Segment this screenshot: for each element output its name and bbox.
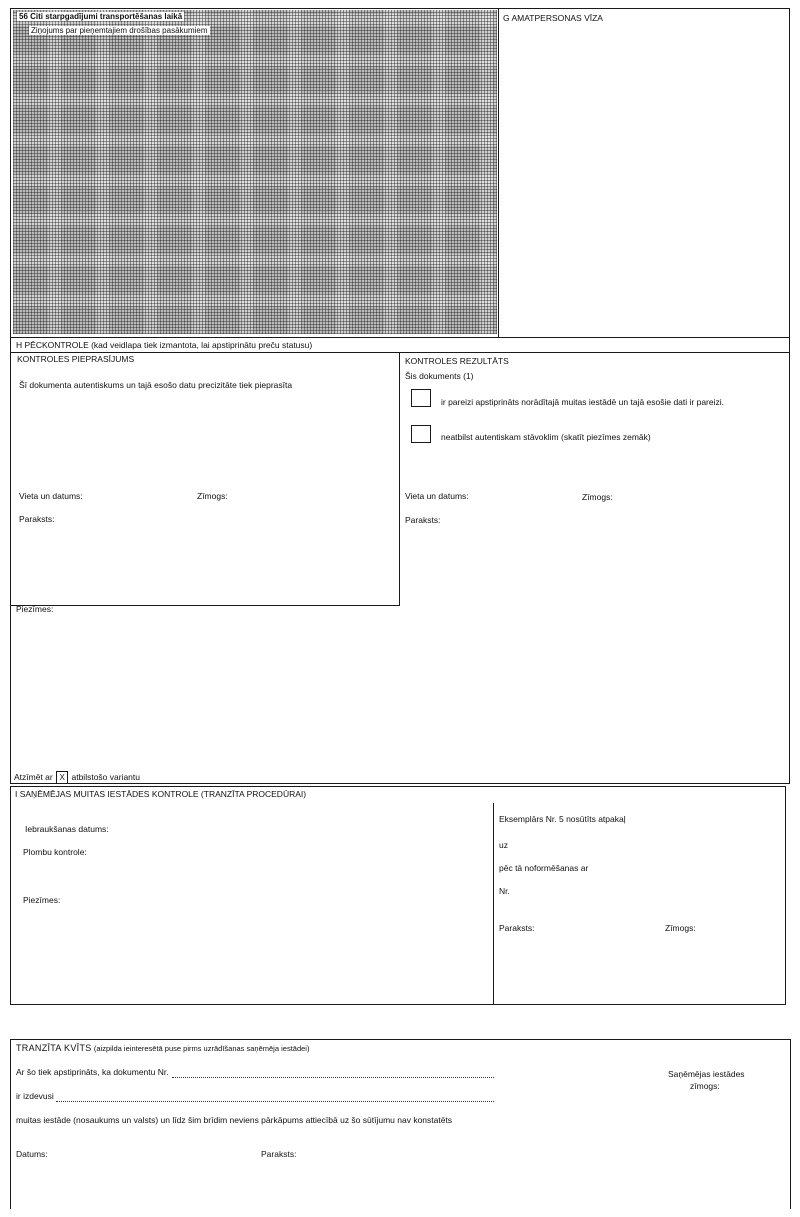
- section-56-title: 56 Citi starpgadījumi transportēšanas laikā: [19, 12, 183, 21]
- section-i-stamp-label: Zīmogs:: [665, 923, 696, 933]
- copy-returned-label: Eksemplārs Nr. 5 nosūtīts atpakaļ: [499, 814, 626, 824]
- control-result-title: KONTROLES REZULTĀTS: [405, 356, 509, 366]
- control-result-signature: Paraksts:: [405, 515, 441, 525]
- control-request-title: KONTROLES PIEPRASĪJUMS: [17, 354, 135, 364]
- section-g-title: G AMATPERSONAS VĪZA: [503, 13, 603, 23]
- control-result-subtitle: Šis dokuments (1): [405, 371, 474, 381]
- result-option-not-authentic-checkbox[interactable]: [411, 425, 431, 443]
- receipt-date-label: Datums:: [16, 1149, 48, 1159]
- section-h-title: H PĒCKONTROLE (kad veidlapa tiek izmantota, lai apstiprinātu preču statusu): [16, 340, 313, 350]
- section-56-subtitle: Ziņojums par pieņemtajiem drošības pasākumiem: [31, 26, 208, 35]
- section-i-signature-label: Paraksts:: [499, 923, 535, 933]
- section-56-shaded-area: [13, 10, 497, 334]
- receipt-issued-by-field[interactable]: [56, 1101, 494, 1102]
- section-i-notes-label: Piezīmes:: [23, 895, 61, 905]
- result-option-correct-checkbox[interactable]: [411, 389, 431, 407]
- receipt-document-nr-field[interactable]: [172, 1077, 494, 1078]
- arrival-date-label: Iebraukšanas datums:: [25, 824, 109, 834]
- section-h-notes-label: Piezīmes:: [16, 604, 54, 614]
- section-i: [10, 786, 786, 1005]
- mark-instruction-suffix: atbilstošo variantu: [71, 771, 140, 782]
- nr-label: Nr.: [499, 886, 510, 896]
- control-request-stamp: Zīmogs:: [197, 491, 228, 501]
- mark-instruction: [14, 771, 140, 784]
- mark-x-symbol: X: [56, 771, 68, 784]
- receipt-line-issued-by: ir izdevusi: [16, 1091, 54, 1101]
- receipt-signature-label: Paraksts:: [261, 1149, 297, 1159]
- receipt-title-note: (aizpilda ieinteresētā puse pirms uzrādīšanas saņēmēja iestādei): [93, 1044, 310, 1053]
- receipt-title: TRANZĪTA KVĪTS: [16, 1043, 92, 1053]
- control-result-place-date: Vieta un datums:: [405, 491, 469, 501]
- to-label: uz: [499, 840, 508, 850]
- receipt-stamp-label-line1: Saņēmējas iestādes: [668, 1069, 745, 1079]
- control-request-place-date: Vieta un datums:: [19, 491, 83, 501]
- receipt-line-document-nr: Ar šo tiek apstiprināts, ka dokumentu Nr.: [16, 1067, 169, 1077]
- receipt-left-border: [10, 1039, 11, 1209]
- section-i-divider: [493, 803, 494, 1005]
- section-56-divider: [498, 8, 499, 338]
- result-option-correct-label: ir pareizi apstiprināts norādītajā muitas iestādē un tajā esošie dati ir pareizi.: [441, 397, 725, 407]
- seal-check-label: Plombu kontrole:: [23, 847, 87, 857]
- mark-instruction-prefix: Atzīmēt ar: [14, 771, 53, 782]
- receipt-right-border: [790, 1039, 791, 1209]
- receipt-top-border: [10, 1039, 791, 1040]
- control-result-stamp: Zīmogs:: [582, 492, 613, 502]
- section-i-title: I SAŅĒMĒJAS MUITAS IESTĀDES KONTROLE (TRANZĪTA PROCEDŪRAI): [15, 789, 307, 799]
- control-request-text: Šī dokumenta autentiskums un tajā esošo datu precizitāte tiek pieprasīta: [19, 380, 293, 390]
- receipt-line-customs-office: muitas iestāde (nosaukums un valsts) un līdz šim brīdim neviens pārkāpums attiecībā uz šo sūtījumu nav konstatēts: [16, 1115, 453, 1125]
- result-option-not-authentic-label: neatbilst autentiskam stāvoklim (skatīt piezīmes zemāk): [441, 432, 651, 442]
- control-request-signature: Paraksts:: [19, 514, 55, 524]
- receipt-title-row: [16, 1043, 309, 1054]
- after-registration-label: pēc tā noformēšanas ar: [499, 863, 589, 873]
- receipt-stamp-label-line2: zīmogs:: [690, 1081, 720, 1091]
